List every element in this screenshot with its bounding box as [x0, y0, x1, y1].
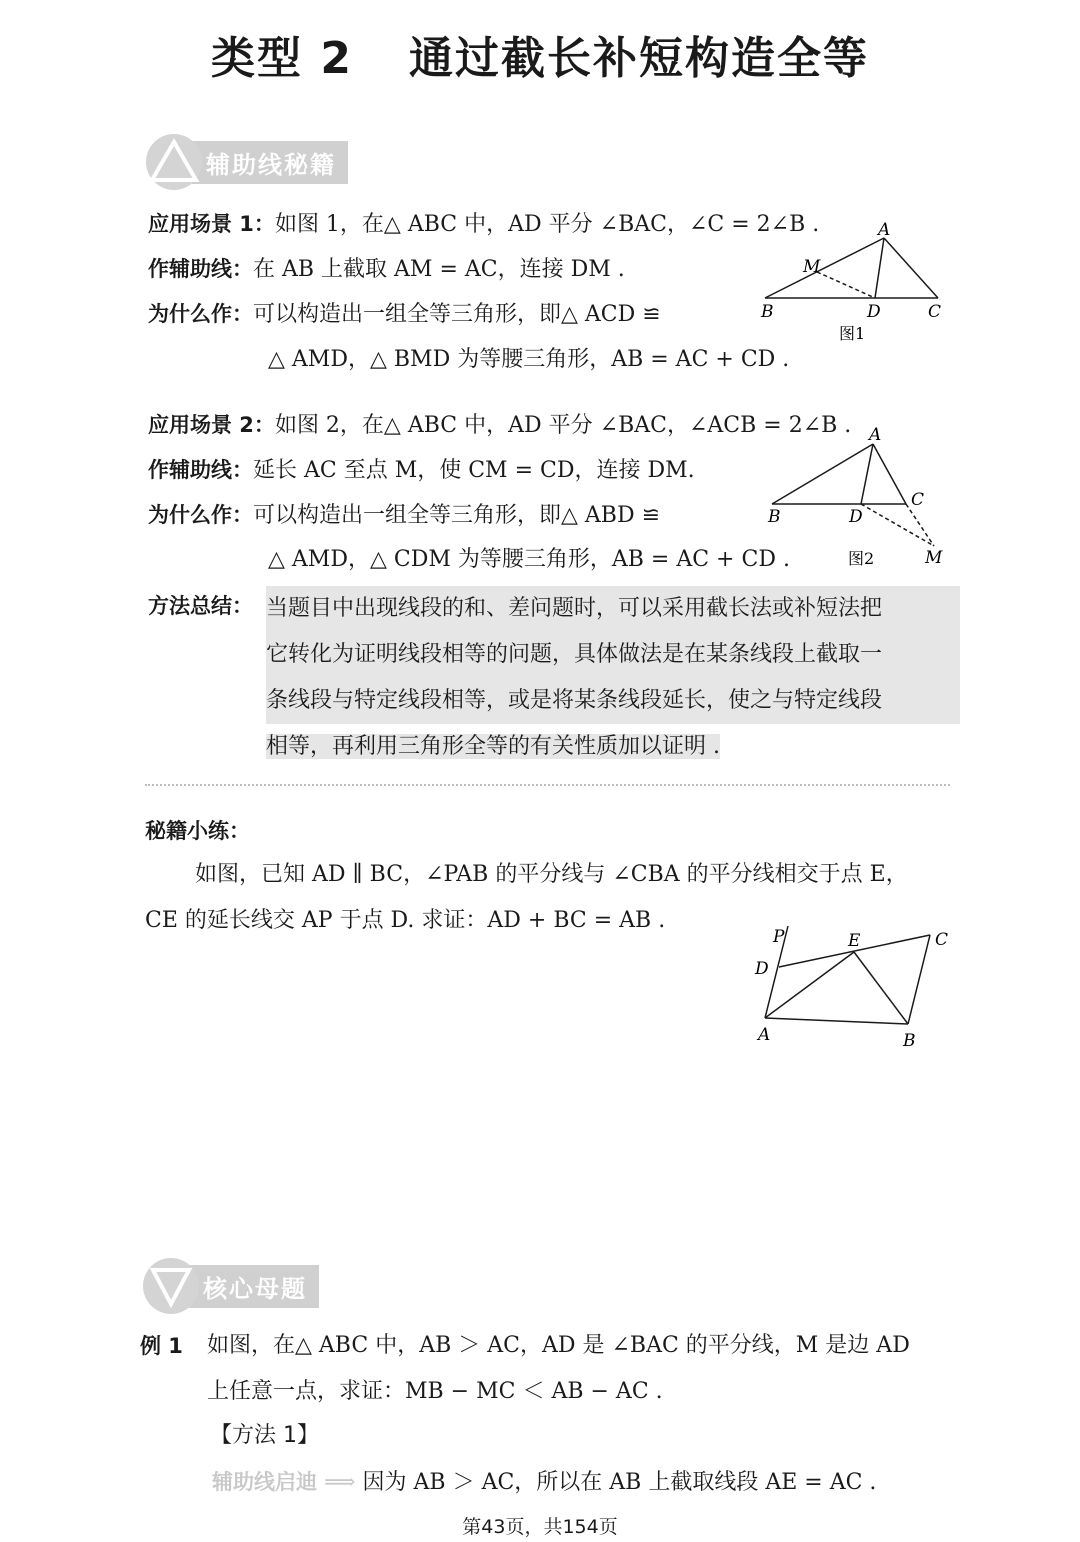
page-title	[0, 22, 1080, 86]
example1-line2: 上任意一点，求证：MB − MC ＜ AB − AC .	[207, 1379, 663, 1404]
fig2-point-c: C	[911, 490, 925, 510]
scenario2-why-text: 可以构造出一组全等三角形，即△ ABD ≌	[253, 503, 661, 528]
fig2-side-ab	[772, 444, 873, 504]
fig2-dashed-dm	[861, 504, 934, 546]
scenario1-aux-text: 在 AB 上截取 AM = AC，连接 DM .	[253, 257, 625, 282]
method1-label: 【方法 1】	[210, 1423, 319, 1448]
example1-label: 例 1	[140, 1334, 183, 1358]
fig3-point-c: C	[935, 930, 949, 950]
fig1-point-b: B	[761, 302, 774, 322]
figure-2	[760, 424, 960, 574]
hint-arrow-icon: ⟹	[324, 1470, 356, 1495]
section-badge-core	[143, 1264, 319, 1308]
fig3-point-d: D	[755, 959, 769, 979]
fig3-line-be	[854, 952, 908, 1024]
fig3-point-b: B	[903, 1031, 916, 1051]
fig2-dashed-cm	[906, 504, 934, 546]
fig1-side-ab	[765, 238, 884, 298]
hint-label: 辅助线启迪	[212, 1470, 317, 1494]
fig1-point-c: C	[928, 302, 942, 322]
scenario2-why-text2: △ AMD，△ CDM 为等腰三角形，AB = AC + CD .	[268, 547, 790, 572]
scenario2-aux-line	[148, 454, 695, 487]
scenario1-why-line	[148, 298, 661, 331]
fig3-point-e: E	[848, 931, 861, 951]
practice-label: 秘籍小练：	[145, 819, 250, 843]
fig1-bisector-ad	[875, 238, 884, 298]
section-label: 核心母题	[189, 1265, 319, 1308]
fig1-side-ac	[884, 238, 938, 298]
scenario1-line	[148, 208, 819, 241]
scenario1-text: 如图 1，在△ ABC 中，AD 平分 ∠BAC，∠C = 2∠B .	[274, 212, 820, 237]
scenario1-why-text: 可以构造出一组全等三角形，即△ ACD ≌	[253, 302, 661, 327]
aux-label: 作辅助线：	[148, 458, 253, 482]
fig2-side-ac	[873, 444, 906, 504]
triangle-icon	[143, 1258, 199, 1314]
scenario2-line	[148, 409, 851, 442]
fig2-point-m: M	[925, 548, 943, 568]
scenario2-aux-text: 延长 AC 至点 M，使 CM = CD，连接 DM.	[253, 458, 695, 483]
hint-text: 因为 AB ＞ AC，所以在 AB 上截取线段 AE = AC .	[362, 1470, 877, 1495]
fig2-point-d: D	[849, 507, 863, 527]
example1-line1: 如图，在△ ABC 中，AB ＞ AC，AD 是 ∠BAC 的平分线，M 是边 AD	[207, 1333, 910, 1358]
section-badge-aux	[146, 140, 348, 184]
fig1-point-m: M	[803, 257, 821, 277]
fig3-point-a: A	[758, 1025, 771, 1045]
fig3-point-p: P	[773, 927, 785, 947]
method-summary-label: 方法总结：	[148, 594, 253, 618]
hint-line	[212, 1466, 876, 1499]
triangle-icon	[146, 134, 202, 190]
why-label: 为什么作：	[148, 503, 253, 527]
title-type: 类型 2	[211, 33, 353, 84]
page-footer: 第43页，共154页	[462, 1516, 618, 1538]
fig1-point-a: A	[878, 220, 891, 240]
fig3-side-ab	[765, 1018, 908, 1024]
section-divider	[145, 784, 950, 786]
method-summary-line: 它转化为证明线段相等的问题，具体做法是在某条线段上截取一	[266, 632, 960, 678]
practice-line1: 如图，已知 AD ∥ BC，∠PAB 的平分线与 ∠CBA 的平分线相交于点 E，	[195, 862, 908, 887]
scenario2-why-line	[148, 499, 660, 532]
method-summary-box	[266, 586, 960, 770]
fig1-point-d: D	[867, 302, 881, 322]
fig1-dashed-md	[817, 272, 875, 298]
fig2-point-a: A	[869, 425, 882, 445]
scenario1-label: 应用场景 1：	[148, 212, 275, 236]
section-label: 辅助线秘籍	[192, 141, 348, 184]
fig1-caption: 图1	[839, 324, 866, 343]
why-label: 为什么作：	[148, 302, 253, 326]
scenario1-why-text2: △ AMD，△ BMD 为等腰三角形，AB = AC + CD .	[268, 347, 790, 372]
fig2-bisector-ad	[861, 444, 873, 504]
fig3-side-bc	[908, 935, 930, 1024]
title-name: 通过截长补短构造全等	[408, 33, 869, 84]
aux-label: 作辅助线：	[148, 257, 253, 281]
fig2-caption: 图2	[848, 549, 875, 568]
scenario1-aux-line	[148, 253, 625, 286]
method-summary-line: 条线段与特定线段相等，或是将某条线段延长，使之与特定线段	[266, 678, 960, 724]
scenario2-label: 应用场景 2：	[148, 413, 275, 437]
figure-3	[745, 920, 965, 1060]
method-summary-line: 相等，再利用三角形全等的有关性质加以证明 .	[266, 734, 720, 759]
figure-1	[755, 218, 955, 348]
practice-line2: CE 的延长线交 AP 于点 D. 求证：AD + BC = AB .	[145, 908, 666, 933]
method-summary-line: 当题目中出现线段的和、差问题时，可以采用截长法或补短法把	[266, 586, 960, 632]
fig2-point-b: B	[768, 507, 781, 527]
scenario2-text: 如图 2，在△ ABC 中，AD 平分 ∠BAC，∠ACB = 2∠B .	[274, 413, 852, 438]
